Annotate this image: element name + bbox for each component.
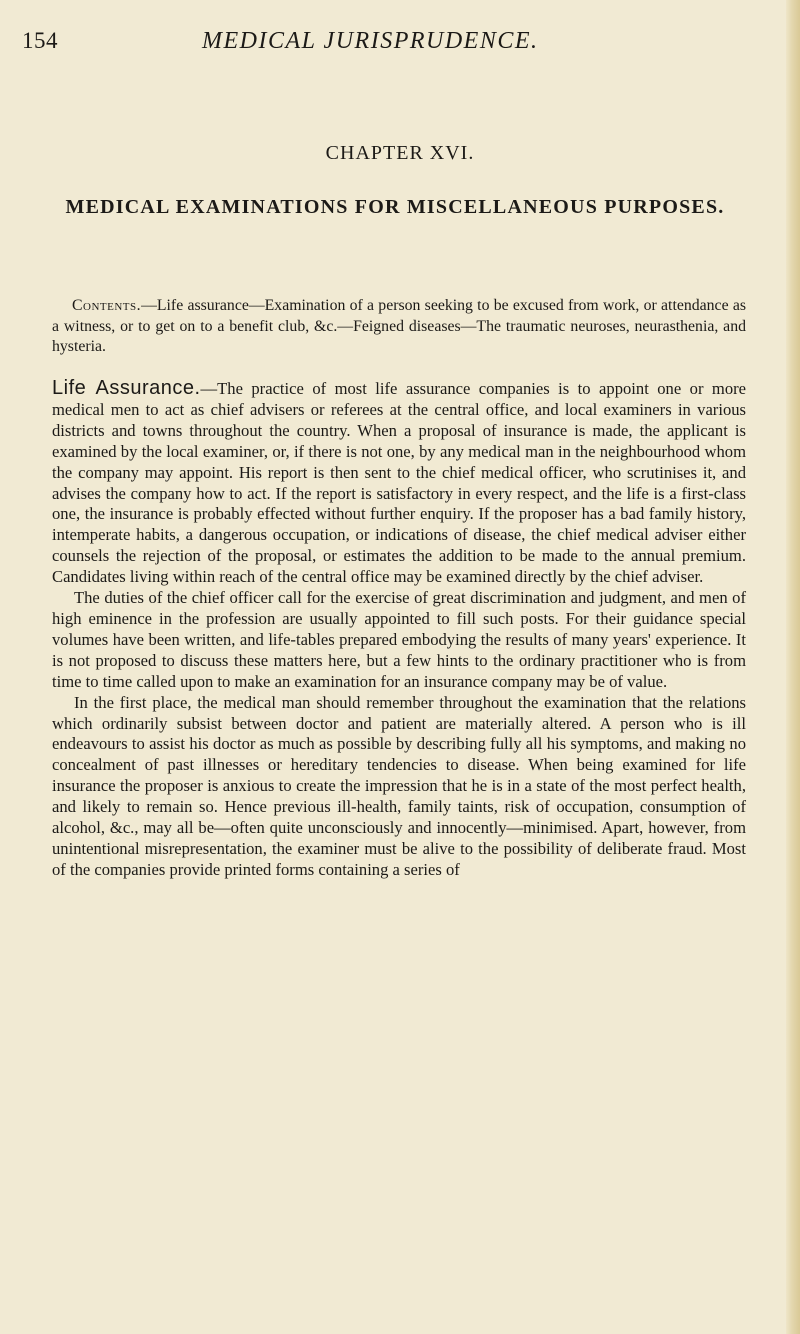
paragraph-1-text: —The practice of most life assurance companies is to appoint one or more medical men to act as chief advisers or referees at the central office, and local examiners in various districts and towns throughout the country. When a proposal of insurance is made, the applicant is examined by the local examiner, or, if there is not one, by any medical man in the neighbourhood whom the company may appoint. His report is then sent to the chief medical officer, who scrutinises it, and advises the company how to act. If the report is satisfactory in every respect, and the life is a first-class one, the insurance is probably effected without further enquiry. If the proposer has a bad family history, intemperate habits, a dangerous occupation, or indications of disease, the chief medical adviser either counsels the rejection of the proposal, or estimates the addition to be made to the annual premium. Candidates living within reach of the central office may be examined directly by the chief adviser.: [52, 379, 747, 587]
paragraph-1: [52, 378, 746, 588]
paragraph-3: In the first place, the medical man should remember throughout the examination that the relations which ordinarily subsist between doctor and patient are materially altered. A person who is ill endeavours to assist his doctor as much as possible by describing fully all his symptoms, and making no concealment of past illnesses or hereditary tendencies to disease. When being examined for life insurance the proposer is anxious to create the impression that he is in a state of the most perfect health, and likely to remain so. Hence previous ill-health, family taints, risk of occupation, consumption of alcohol, &c., may all be—often quite unconsciously and innocently—minimised. Apart, however, from unintentional misrepresentation, the examiner must be alive to the possibility of deliberate fraud. Most of the companies provide printed forms containing a series of: [52, 692, 746, 879]
section-heading: Life Assurance.: [52, 377, 201, 399]
contents-text: —Life assurance—Examination of a person seeking to be excused from work, or attendance as a witness, or to get on to a benefit club, &c.—Feigned diseases—The traumatic neuroses, neurasthenia, and hysteria.: [52, 297, 746, 355]
paragraph-2: The duties of the chief officer call for the exercise of great discrimination and judgment, and men of high eminence in the profession are usually appointed to fill such posts. For their guidance special volumes have been written, and life-tables prepared embodying the results of many years' experience. It is not proposed to discuss these matters here, but a few hints to the ordinary practitioner who is from time to time called upon to make an examination for an insurance company may be of value.: [52, 588, 746, 691]
page-number: 154: [22, 28, 58, 53]
chapter-label: CHAPTER XVI.: [325, 142, 475, 164]
contents-label: Contents.: [72, 297, 142, 314]
running-title: MEDICAL JURISPRUDENCE.: [202, 28, 539, 54]
body-text: [52, 378, 746, 881]
contents-summary: [52, 296, 746, 358]
page-edge: [786, 0, 800, 1334]
running-head: [22, 28, 772, 58]
chapter-title: MEDICAL EXAMINATIONS FOR MISCELLANEOUS PURPOSES.: [65, 196, 725, 218]
